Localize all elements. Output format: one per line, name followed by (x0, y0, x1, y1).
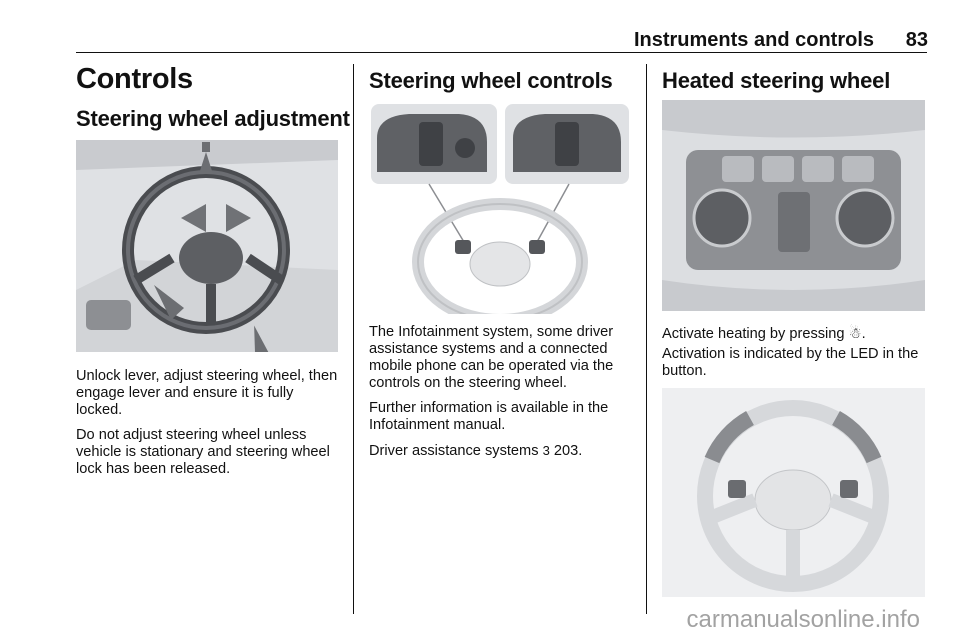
running-header-title: Instruments and controls (633, 29, 874, 51)
heated-steering-wheel-switch-illustration (662, 100, 925, 311)
page-number: 83 (905, 29, 928, 51)
crossref-arrow-icon: 3 (542, 443, 550, 458)
paragraph: Further information is available in the Infotainment manual. (369, 400, 609, 433)
crossref-page[interactable]: 203. (553, 443, 583, 459)
paragraph: Activation is indicated by the LED in the button. (662, 346, 919, 379)
crossref-paragraph (369, 442, 635, 460)
col1-body (76, 368, 340, 486)
column-divider (353, 64, 354, 614)
col2-body (369, 324, 635, 468)
section-heading-steering-controls: Steering wheel controls (369, 68, 613, 93)
column-divider (646, 64, 647, 614)
paragraph: Unlock lever, adjust steering wheel, then engage lever and ensure it is fully locked. (76, 368, 338, 418)
section-heading-steering-adjustment: Steering wheel adjustment (76, 106, 350, 131)
crossref-label: Driver assistance systems (369, 443, 539, 459)
steering-wheel-controls-illustration (369, 102, 631, 314)
heated-steering-wheel-illustration (662, 388, 925, 597)
header-rule (76, 52, 927, 53)
paragraph: Activate heating by pressing ☃. (662, 326, 866, 342)
steering-wheel-adjust-illustration (76, 140, 338, 352)
col3-body (662, 326, 932, 388)
watermark: carmanualsonline.info (686, 606, 920, 633)
section-heading-heated-wheel: Heated steering wheel (662, 68, 891, 93)
paragraph: Do not adjust steering wheel unless vehicle is stationary and steering wheel lock has been released. (76, 427, 330, 477)
chapter-title: Controls (76, 63, 193, 95)
paragraph: The Infotainment system, some driver assistance systems and a connected mobile phone can be operated via the controls on the steering wheel. (369, 324, 614, 391)
